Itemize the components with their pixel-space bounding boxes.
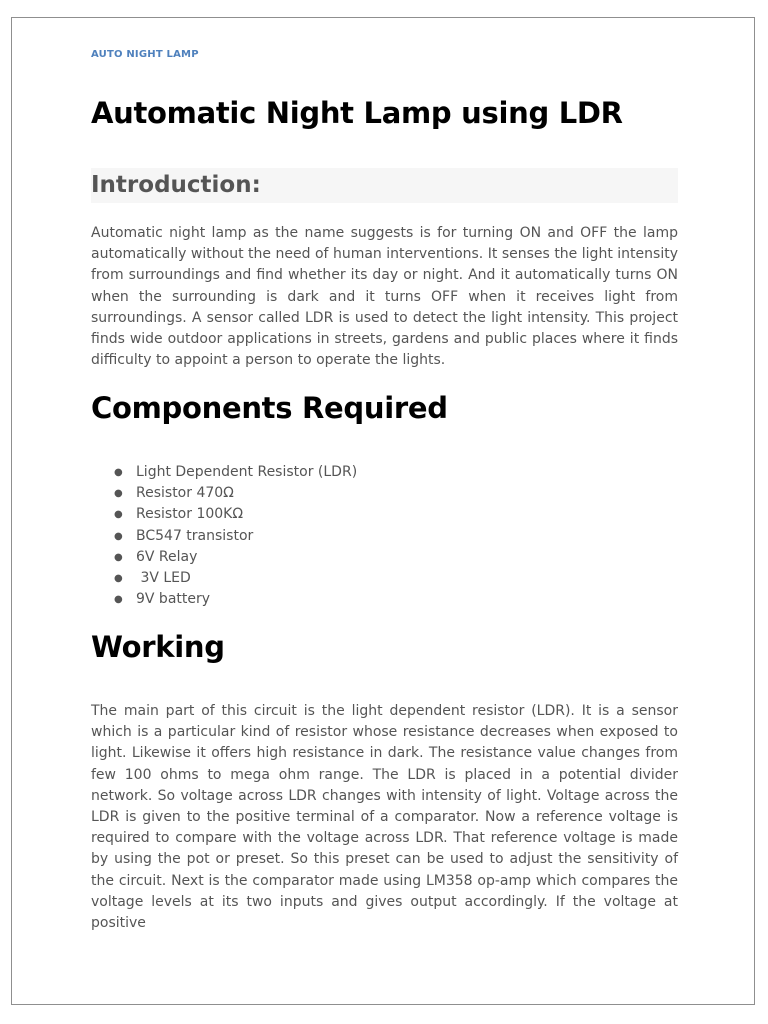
list-item-label: Resistor 470Ω xyxy=(136,485,234,502)
list-item-label: 6V Relay xyxy=(136,548,198,565)
list-item xyxy=(91,483,357,504)
bullet-icon: ● xyxy=(114,551,123,563)
list-item xyxy=(91,547,357,568)
header-label: AUTO NIGHT LAMP xyxy=(91,49,199,60)
list-item-label: Resistor 100KΩ xyxy=(136,506,244,523)
list-item xyxy=(91,526,357,547)
list-item-label: 9V battery xyxy=(136,591,211,608)
components-heading: Components Required xyxy=(91,391,448,425)
bullet-icon: ● xyxy=(114,530,123,542)
components-list xyxy=(91,462,357,610)
list-item-label: BC547 transistor xyxy=(136,527,254,544)
bullet-icon: ● xyxy=(114,594,123,606)
list-item xyxy=(91,589,357,610)
working-paragraph: The main part of this circuit is the light dependent resistor (LDR). It is a sensor which is a particular kind of resistor whose resistance decreases when exposed to light. Likewise it offers high resistance in dark. The resistance value changes from few 100 ohms to mega ohm range. The LDR is placed in a potential divider network. So voltage across LDR changes with intensity of light. Voltage across the LDR is given to the positive terminal of a comparator. Now a reference voltage is required to compare with the voltage across LDR. That reference voltage is made by using the pot or preset. So this preset can be used to adjust the sensitivity of the circuit. Next is the comparator made using LM358 op-amp which compares the voltage levels at its two inputs and gives output accordingly. If the voltage at positive xyxy=(91,703,678,932)
list-item xyxy=(91,462,357,483)
working-heading: Working xyxy=(91,630,225,664)
list-item-label: 3V LED xyxy=(136,570,191,587)
bullet-icon: ● xyxy=(114,467,123,478)
list-item xyxy=(91,568,357,589)
bullet-icon: ● xyxy=(114,573,123,585)
bullet-icon: ● xyxy=(114,509,123,521)
list-item xyxy=(91,504,357,525)
document-page xyxy=(11,17,755,1005)
introduction-heading: Introduction: xyxy=(91,168,678,203)
introduction-paragraph: Automatic night lamp as the name suggests is for turning ON and OFF the lamp automatically without the need of human interventions. It senses the light intensity from surroundings and find whether its day or night. And it automatically turns ON when the surrounding is dark and it turns OFF when it receives light from surroundings. A sensor called LDR is used to detect the light intensity. This project finds wide outdoor applications in streets, gardens and public places where it finds difficulty to appoint a person to operate the lights. xyxy=(91,225,678,369)
document-title: Automatic Night Lamp using LDR xyxy=(91,96,623,130)
bullet-icon: ● xyxy=(114,488,123,500)
list-item-label: Light Dependent Resistor (LDR) xyxy=(136,464,358,480)
